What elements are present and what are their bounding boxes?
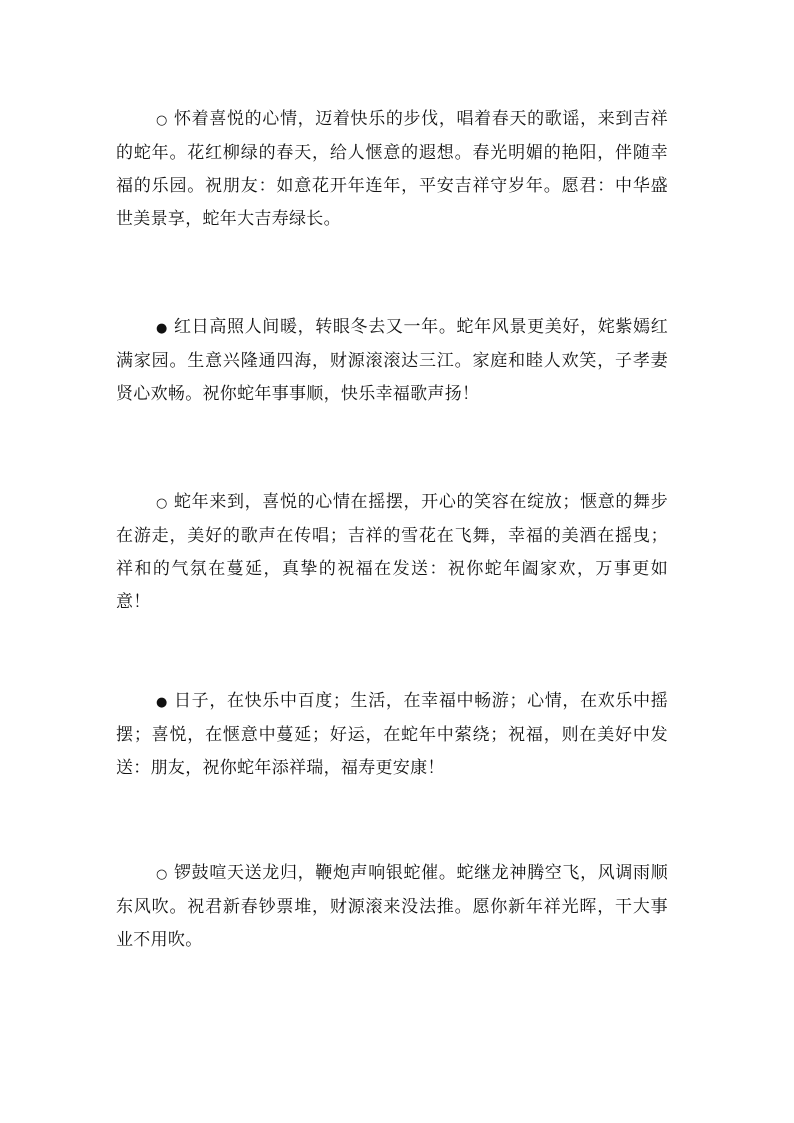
paragraph-text: 蛇年来到，喜悦的心情在摇摆，开心的笑容在绽放；惬意的舞步在游走，美好的歌声在传唱；吉祥的雪花在飞舞，幸福的美酒在摇曳；祥和的气氛在蔓延，真挚的祝福在发送：祝你蛇年阖家欢，万事更如意！ xyxy=(116,492,668,612)
hollow-bullet-icon: ○ xyxy=(156,496,168,511)
hollow-bullet-icon: ○ xyxy=(156,867,168,882)
greeting-paragraph-3 xyxy=(116,486,668,619)
solid-bullet-icon: ● xyxy=(156,321,168,336)
solid-bullet-icon: ● xyxy=(156,695,168,710)
greeting-paragraph-4 xyxy=(116,685,668,785)
hollow-bullet-icon: ○ xyxy=(156,113,168,128)
paragraph-text: 红日高照人间暖，转眼冬去又一年。蛇年风景更美好，姹紫嫣红满家园。生意兴隆通四海，财源滚滚达三江。家庭和睦人欢笑，子孝妻贤心欢畅。祝你蛇年事事顺，快乐幸福歌声扬！ xyxy=(116,317,668,404)
paragraph-text: 锣鼓喧天送龙归，鞭炮声响银蛇催。蛇继龙神腾空飞，风调雨顺东风吹。祝君新春钞票堆，财源滚来没法推。愿你新年祥光晖，干大事业不用吹。 xyxy=(116,863,668,950)
greeting-paragraph-5 xyxy=(116,857,668,957)
greeting-paragraph-2 xyxy=(116,311,668,411)
greeting-paragraph-1 xyxy=(116,103,668,236)
paragraph-text: 怀着喜悦的心情，迈着快乐的步伐，唱着春天的歌谣，来到吉祥的蛇年。花红柳绿的春天，给人惬意的遐想。春光明媚的艳阳，伴随幸福的乐园。祝朋友：如意花开年连年，平安吉祥守岁年。愿君：中华盛世美景享，蛇年大吉寿绿长。 xyxy=(116,109,668,229)
paragraph-text: 日子，在快乐中百度；生活，在幸福中畅游；心情，在欢乐中摇摆；喜悦，在惬意中蔓延；好运，在蛇年中萦绕；祝福，则在美好中发送：朋友，祝你蛇年添祥瑞，福寿更安康！ xyxy=(116,691,668,778)
